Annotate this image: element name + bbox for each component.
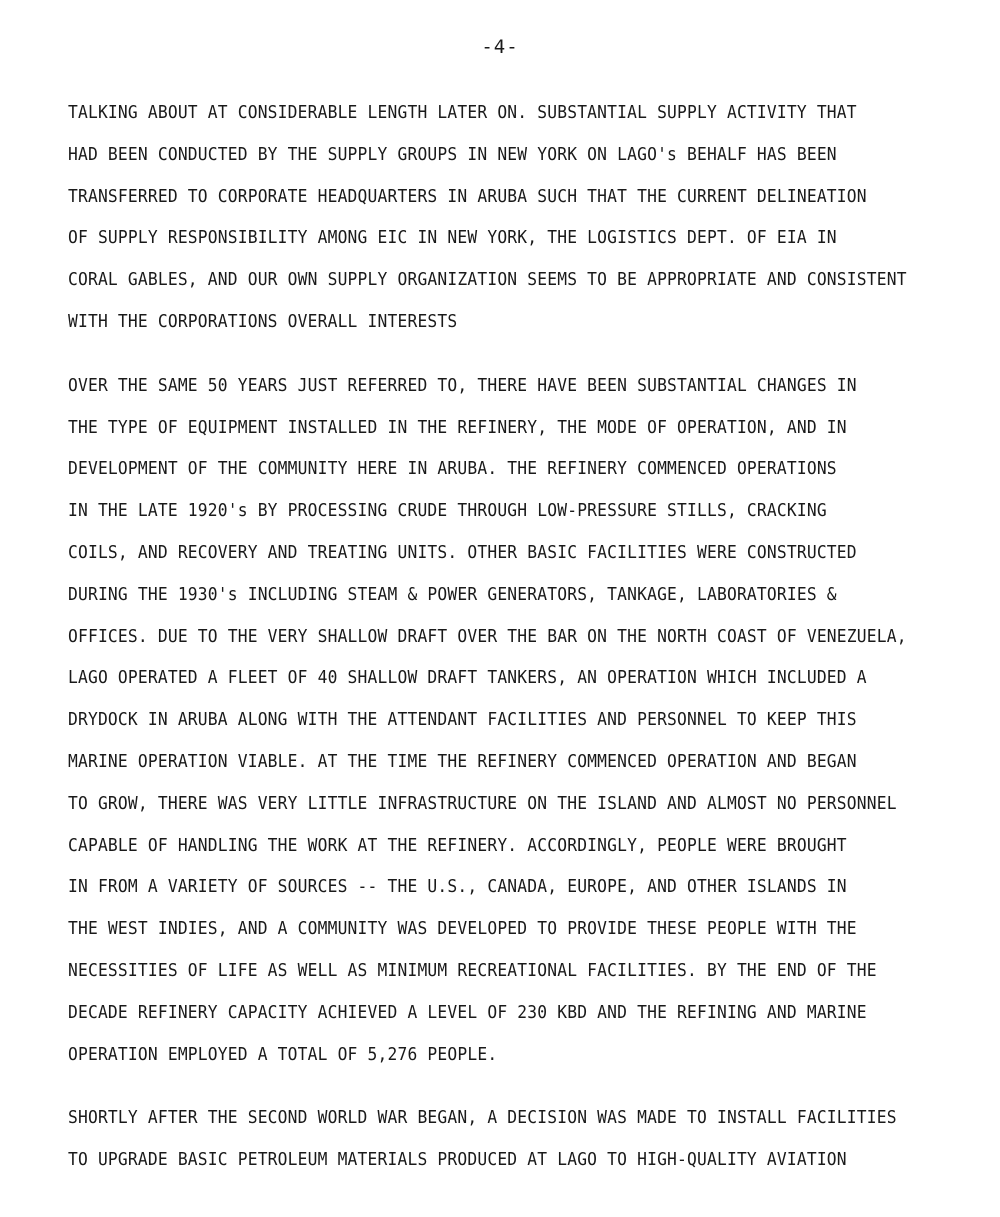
text-line: COILS, AND RECOVERY AND TREATING UNITS. OTHER BASIC FACILITIES WERE CONSTRUCTED bbox=[68, 542, 857, 563]
text-line: THE WEST INDIES, AND A COMMUNITY WAS DEVELOPED TO PROVIDE THESE PEOPLE WITH THE bbox=[68, 919, 857, 940]
text-line: THE TYPE OF EQUIPMENT INSTALLED IN THE REFINERY, THE MODE OF OPERATION, AND IN bbox=[68, 417, 847, 438]
body-text bbox=[68, 98, 988, 1187]
text-line: TRANSFERRED TO CORPORATE HEADQUARTERS IN ARUBA SUCH THAT THE CURRENT DELINEATION bbox=[68, 186, 867, 207]
text-line: DECADE REFINERY CAPACITY ACHIEVED A LEVEL OF 230 KBD AND THE REFINING AND MARINE bbox=[68, 1002, 867, 1023]
text-line: CORAL GABLES, AND OUR OWN SUPPLY ORGANIZATION SEEMS TO BE APPROPRIATE AND CONSISTENT bbox=[68, 270, 907, 291]
text-line: DRYDOCK IN ARUBA ALONG WITH THE ATTENDANT FACILITIES AND PERSONNEL TO KEEP THIS bbox=[68, 710, 857, 731]
text-line: DURING THE 1930's INCLUDING STEAM & POWER GENERATORS, TANKAGE, LABORATORIES & bbox=[68, 584, 837, 605]
text-line: WITH THE CORPORATIONS OVERALL INTERESTS bbox=[68, 311, 458, 332]
text-line: TO UPGRADE BASIC PETROLEUM MATERIALS PRODUCED AT LAGO TO HIGH-QUALITY AVIATION bbox=[68, 1150, 847, 1171]
text-line: HAD BEEN CONDUCTED BY THE SUPPLY GROUPS IN NEW YORK ON LAGO's BEHALF HAS BEEN bbox=[68, 144, 837, 165]
paragraph-gap bbox=[68, 1081, 988, 1103]
paragraph-supply bbox=[68, 98, 988, 349]
text-line: LAGO OPERATED A FLEET OF 40 SHALLOW DRAFT TANKERS, AN OPERATION WHICH INCLUDED A bbox=[68, 668, 867, 689]
text-line: DEVELOPMENT OF THE COMMUNITY HERE IN ARUBA. THE REFINERY COMMENCED OPERATIONS bbox=[68, 459, 837, 480]
paragraph-gap bbox=[68, 349, 988, 371]
text-line: IN FROM A VARIETY OF SOURCES -- THE U.S., CANADA, EUROPE, AND OTHER ISLANDS IN bbox=[68, 877, 847, 898]
text-line: TALKING ABOUT AT CONSIDERABLE LENGTH LATER ON. SUBSTANTIAL SUPPLY ACTIVITY THAT bbox=[68, 103, 857, 123]
text-line: OF SUPPLY RESPONSIBILITY AMONG EIC IN NEW YORK, THE LOGISTICS DEPT. OF EIA IN bbox=[68, 228, 837, 249]
text-line: CAPABLE OF HANDLING THE WORK AT THE REFINERY. ACCORDINGLY, PEOPLE WERE BROUGHT bbox=[68, 835, 847, 856]
text-line: OFFICES. DUE TO THE VERY SHALLOW DRAFT OVER THE BAR ON THE NORTH COAST OF VENEZUELA, bbox=[68, 626, 907, 647]
page-number: -4- bbox=[481, 36, 519, 58]
text-line: NECESSITIES OF LIFE AS WELL AS MINIMUM RECREATIONAL FACILITIES. BY THE END OF THE bbox=[68, 960, 877, 981]
text-line: TO GROW, THERE WAS VERY LITTLE INFRASTRUCTURE ON THE ISLAND AND ALMOST NO PERSONNEL bbox=[68, 793, 897, 814]
text-line: MARINE OPERATION VIABLE. AT THE TIME THE REFINERY COMMENCED OPERATION AND BEGAN bbox=[68, 751, 857, 772]
paragraph-history bbox=[68, 371, 988, 1082]
paragraph-war bbox=[68, 1103, 988, 1187]
text-line: OPERATION EMPLOYED A TOTAL OF 5,276 PEOPLE. bbox=[68, 1044, 498, 1065]
text-line: IN THE LATE 1920's BY PROCESSING CRUDE THROUGH LOW-PRESSURE STILLS, CRACKING bbox=[68, 501, 827, 522]
text-line: OVER THE SAME 50 YEARS JUST REFERRED TO, THERE HAVE BEEN SUBSTANTIAL CHANGES IN bbox=[68, 375, 857, 396]
text-line: SHORTLY AFTER THE SECOND WORLD WAR BEGAN, A DECISION WAS MADE TO INSTALL FACILITIES bbox=[68, 1108, 897, 1129]
